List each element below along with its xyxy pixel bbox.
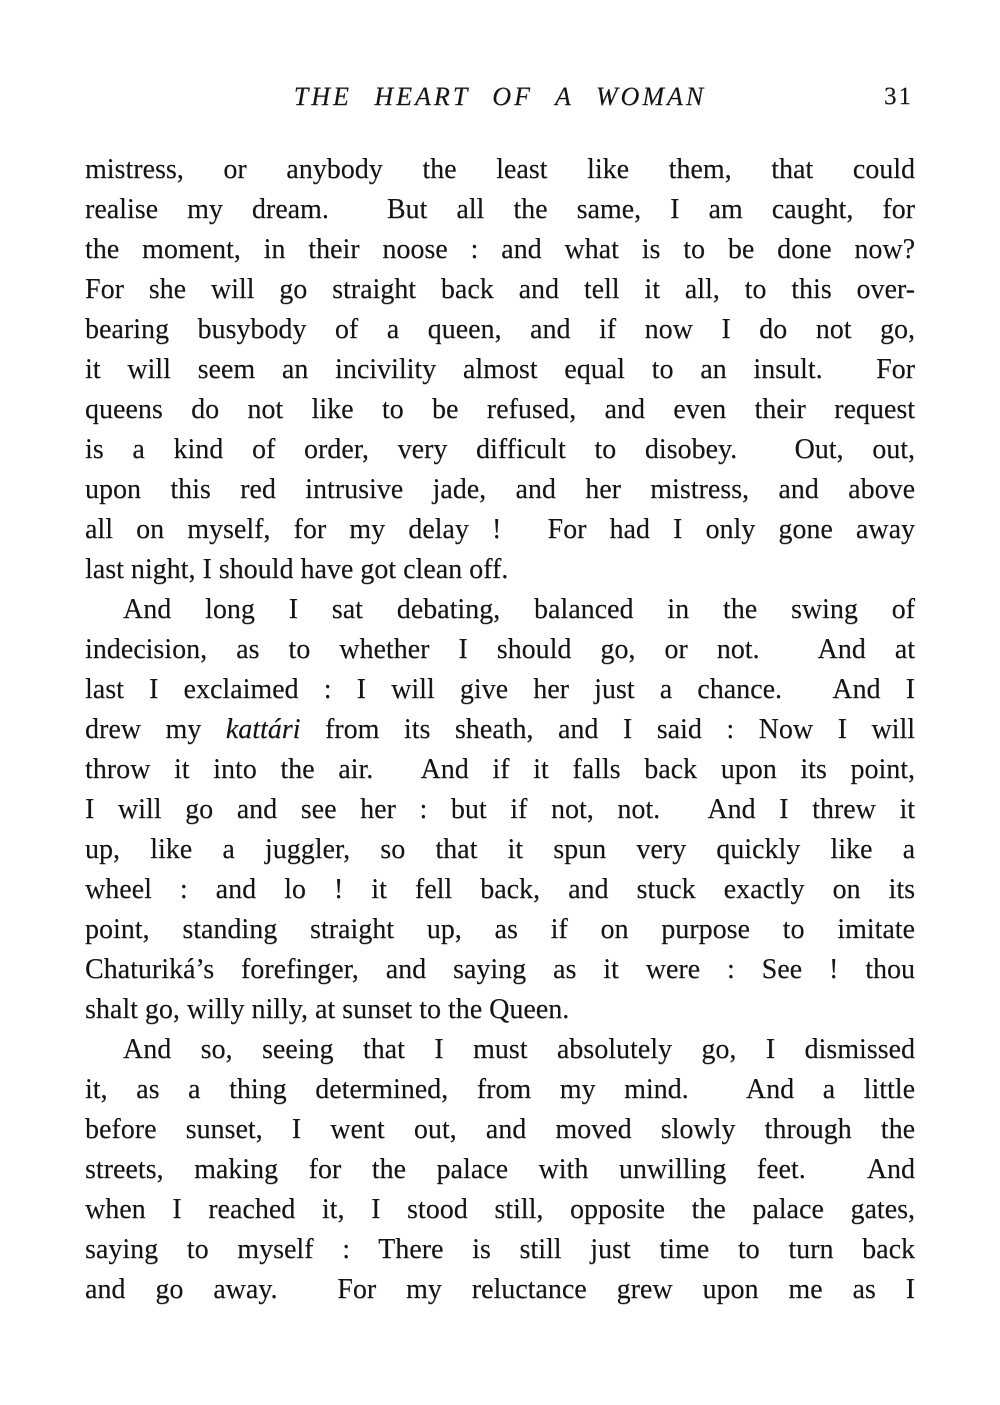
text-line bbox=[85, 670, 915, 710]
text-segment: up, like a juggler, so that it spun very quickly like a bbox=[85, 834, 915, 865]
text-segment: it will seem an incivility almost equal to an insult. For bbox=[85, 354, 915, 385]
text-line bbox=[85, 630, 915, 670]
text-segment: when I reached it, I stood still, opposite the palace gates, bbox=[85, 1194, 915, 1225]
text-line bbox=[85, 1110, 915, 1150]
text-line bbox=[85, 870, 915, 910]
text-segment: realise my dream. But all the same, I am caught, for bbox=[85, 194, 915, 225]
text-segment: Chaturiká’s forefinger, and saying as it were : See ! thou bbox=[85, 954, 915, 985]
text-line bbox=[85, 1150, 915, 1190]
text-line bbox=[85, 190, 915, 230]
text-segment: point, standing straight up, as if on purpose to imitate bbox=[85, 914, 915, 945]
text-line bbox=[85, 1270, 915, 1310]
text-segment: bearing busybody of a queen, and if now I do not go, bbox=[85, 314, 915, 345]
text-segment: from its sheath, and I said : Now I will bbox=[300, 714, 915, 745]
text-segment: last night, I should have got clean off. bbox=[85, 554, 509, 585]
text-segment: And long I sat debating, balanced in the swing of bbox=[123, 594, 915, 625]
text-line bbox=[85, 750, 915, 790]
text-line bbox=[85, 1190, 915, 1230]
text-line bbox=[85, 230, 915, 270]
text-segment: saying to myself : There is still just time to turn back bbox=[85, 1234, 915, 1265]
running-header-title: THE HEART OF A WOMAN bbox=[293, 82, 707, 111]
text-segment: and go away. For my reluctance grew upon me as I bbox=[85, 1274, 915, 1305]
text-segment: wheel : and lo ! it fell back, and stuck exactly on its bbox=[85, 874, 915, 905]
text-line bbox=[85, 150, 915, 190]
text-line bbox=[85, 830, 915, 870]
text-segment: mistress, or anybody the least like them, that could bbox=[85, 154, 915, 185]
text-segment: all on myself, for my delay ! For had I only gone away bbox=[85, 514, 915, 545]
text-line bbox=[85, 550, 915, 590]
text-line bbox=[85, 310, 915, 350]
text-line bbox=[85, 470, 915, 510]
text-segment: I will go and see her : but if not, not. And I threw it bbox=[85, 794, 915, 825]
text-segment: And so, seeing that I must absolutely go, I dismissed bbox=[123, 1034, 915, 1065]
text-line bbox=[85, 390, 915, 430]
text-segment: last I exclaimed : I will give her just a chance. And I bbox=[85, 674, 915, 705]
text-segment: shalt go, willy nilly, at sunset to the Queen. bbox=[85, 994, 570, 1025]
text-line bbox=[85, 270, 915, 310]
text-line bbox=[85, 590, 915, 630]
text-line bbox=[85, 790, 915, 830]
page-text bbox=[85, 150, 915, 1310]
text-segment: is a kind of order, very difficult to disobey. Out, out, bbox=[85, 434, 915, 465]
text-line bbox=[85, 1030, 915, 1070]
text-segment: the moment, in their noose : and what is to be done now? bbox=[85, 234, 915, 265]
text-segment: queens do not like to be refused, and even their request bbox=[85, 394, 915, 425]
text-segment: it, as a thing determined, from my mind. And a little bbox=[85, 1074, 915, 1105]
text-line bbox=[85, 990, 915, 1030]
text-segment: before sunset, I went out, and moved slowly through the bbox=[85, 1114, 915, 1145]
italic-text-segment: kattári bbox=[225, 714, 301, 745]
text-segment: For she will go straight back and tell it all, to this over- bbox=[85, 274, 915, 305]
text-line bbox=[85, 430, 915, 470]
text-line bbox=[85, 710, 915, 750]
text-line bbox=[85, 350, 915, 390]
text-segment: indecision, as to whether I should go, or not. And at bbox=[85, 634, 915, 665]
text-segment: drew my bbox=[85, 714, 226, 745]
text-segment: streets, making for the palace with unwilling feet. And bbox=[85, 1154, 915, 1185]
text-line bbox=[85, 510, 915, 550]
text-line bbox=[85, 950, 915, 990]
text-line bbox=[85, 1230, 915, 1270]
running-header bbox=[85, 82, 915, 116]
page-number: 31 bbox=[884, 83, 913, 110]
text-segment: throw it into the air. And if it falls back upon its point, bbox=[85, 754, 915, 785]
text-segment: upon this red intrusive jade, and her mistress, and above bbox=[85, 474, 915, 505]
text-line bbox=[85, 1070, 915, 1110]
text-line bbox=[85, 910, 915, 950]
